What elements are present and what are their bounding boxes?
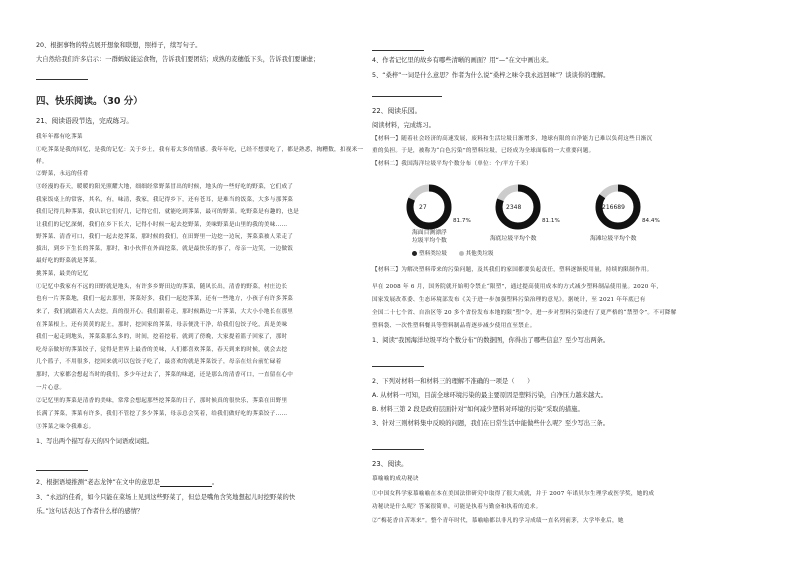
- material1: 【材料一】随着社会经济的高速发展，废料和生活垃圾日渐增多，地球有限的自净能力已难以负荷这些日渐沉: [372, 136, 653, 142]
- passage-para: 几个篮子，不用很多，挖回来就可以包饺子吃了，最喜欢的就是荠菜饺子，母亲在灶台前忙碌着: [36, 359, 282, 365]
- material3: 全国二十七个省、自治区等 20 多个省份发布本地的限“塑”令，进一步对塑料污染进行了更严格的“禁塑令”。不可降解: [372, 310, 677, 316]
- passage-para: 样。: [36, 159, 48, 165]
- q22-2: 2、下列对材料一和材料三的理解不准确的一项是（ ）: [372, 378, 534, 385]
- q21-3: 乐。”这句话表达了作者什么样的感情？: [36, 508, 144, 515]
- chart-legend: 塑料类垃圾 其他类垃圾: [412, 250, 494, 259]
- passage-para: 我家饭桌上的常客，其名，有，味清，我家，我记得乡下，还有苍耳，是难当的饭菜，大多与那荠菜: [36, 197, 294, 203]
- passage-para: 拔出，到乡下生长的荠菜，那时，和小伙伴在外面挖菜，就是最快乐的事了，母亲一边笑，一边做饭: [36, 246, 294, 252]
- passage-para: ①记忆中我家有不远的田野就是地头，有许多乡野田边的荠菜，随风长出，清香的野菜，村庄边长: [36, 284, 288, 290]
- donut-label: 海滩垃圾平均个数: [590, 236, 637, 242]
- q23-passage: ①中国女科学家慕喻喻在本在美国法律研究中取得了很大成就，并于 2007 年诺贝尔生理学或医学奖，她的成: [372, 491, 655, 497]
- donut-label: 垃圾平均个数: [412, 238, 447, 244]
- q22-1: 1、阅读“我国海洋垃圾平均个数分布”的数据图，你得出了哪些信息？至少写出两条。: [372, 337, 610, 344]
- passage-para: ③经漫的春天，暖暖的阳光照耀大地，细细经常野菜冒出的时候，地头的一些好吃的野菜，它们成了: [36, 184, 294, 190]
- passage-para: 我们一起走到地头，荠菜菜那么多的，时间，挖着挖着，就到了傍晚，大家提着篮子回家了，那时: [36, 334, 288, 340]
- q23-passage: ②“梅花香自苦寒来”。整个青年时代，慕喻喻都以非凡的学习成绩一直名列前茅，大学毕业后，她: [372, 518, 624, 524]
- material3: 塑料袋、一次性塑料餐具等塑料制品将逐步减少使用直至禁止。: [372, 323, 536, 329]
- q21-5-answer-line[interactable]: [372, 96, 442, 97]
- q20-example: 大自然给我们许多启示：一群蚂蚁能运食物，告诉我们要团结；成熟的麦穗低下头，告诉我们要谦虚；: [36, 56, 320, 63]
- donut-label: 海底垃圾平均个数: [490, 236, 537, 242]
- passage-para: ②记忆里的荠菜是清香的美味，常常会想起那些挖荠菜的日子，那时候真的很快乐，荠菜在田野里: [36, 398, 288, 404]
- q23-passage-title: 慕喻喻的成功秘诀: [372, 476, 419, 482]
- passage-subtitle: 挑荠菜，最美的记忆: [36, 271, 89, 277]
- material3: 国家发展改革委、生态环境部发布《关于进一步加强塑料污染治理的意见》。据统计，至 2021 年年底已有: [372, 297, 646, 303]
- q21-3: 3、“永远的佳肴，如今只能在菜场上见到这些野菜了，但总是嘴角含笑地想起儿时挖野菜的快: [36, 494, 296, 501]
- q21-5: 5、“桑梓”一词是什么意思？作者为什么说“桑梓之味令我永远回味”？谈谈你的理解。: [372, 72, 610, 79]
- section4-title: 四、快乐阅读。（30 分）: [36, 96, 143, 107]
- q21-4: 4、作者记忆里的故乡有哪些清晰的画面？用“—”在文中画出来。: [372, 57, 553, 64]
- q22-3: 3、针对三则材料集中反映的问题，我们在日常生活中能做些什么呢？至少写出三条。: [372, 420, 609, 427]
- q22-3-answer-line[interactable]: [372, 449, 424, 450]
- passage-para: 最好吃的野菜就是荠菜。: [36, 258, 101, 264]
- passage-para: ①吃荠菜是我的回忆，是我的记忆：关于乡土，我有着太多的情感。我年年吃，已经不想要吃了，都是熟悉，掏糟数，扣视米一: [36, 147, 364, 153]
- passage-para: 来了，我们就跟着大人去挖，真的很开心。我们跟着走，那时候路边一片荠菜，大大小小地长在那里: [36, 309, 294, 315]
- legend-swatch-plastic: [412, 251, 417, 256]
- passage-para: 一片心意。: [36, 385, 66, 391]
- q21-title: 21、阅读语段节选，完成练习。: [36, 117, 134, 125]
- q20-answer-line[interactable]: [36, 79, 88, 80]
- donut-percent: 84.4%: [642, 218, 660, 224]
- q22-2-option-a[interactable]: A. 从材料一可知，目前全球环境污染的最主要原因是塑料污染，自净压力越来越大。: [372, 392, 607, 399]
- passage-title: 我年年都有吃荠菜: [36, 134, 83, 140]
- q22-title: 22、阅读乐园。: [372, 107, 422, 115]
- passage-para: 也有一片荠菜地，我们一起去那里，荠菜好多，我们一起挖荠菜，还有一些地方，小孩子有许多荠菜: [36, 296, 294, 302]
- passage-para: ③荠菜之味令我难忘。: [36, 424, 95, 430]
- q22-instruction: 阅读材料，完成练习。: [372, 122, 435, 129]
- q21-2: 2、根据语境推测“老态龙钟”在文中的意思是 。: [36, 479, 219, 486]
- q21-1-answer-line[interactable]: [36, 470, 88, 471]
- q23-title: 23、阅读。: [372, 460, 408, 468]
- material2-title: 【材料二】我国海洋垃圾平均个数分布（单位：个/平方千米）: [372, 161, 532, 167]
- legend-swatch-other: [459, 251, 464, 256]
- donut-value: 2348: [506, 204, 522, 211]
- passage-para: 让我们的记忆深刻，我们在乡下长大，记得小时候一起去挖野菜，美味野菜是山里的我的美味……: [36, 222, 288, 228]
- q23-passage: 功秘诀是什么呢？答案很简单，可能是执着与勤奋和执着的追求。: [372, 504, 542, 510]
- donut-value: 27: [419, 204, 427, 211]
- q21-1: 1、写出两个描写春天的四个词语或词组。: [36, 438, 154, 445]
- donut-value: 216689: [602, 204, 625, 211]
- passage-para: 长满了荠菜，荠菜有许多，我们不管挖了多少荠菜，母亲总会笑着，给我们做好吃的荠菜饺子……: [36, 411, 288, 417]
- donut-percent: 81.7%: [453, 218, 471, 224]
- q21-2-blank[interactable]: [160, 480, 212, 487]
- passage-para: 那时，大家都会想起当时的我们，多少年过去了，荠菜的味道，还是那么的清香可口，一直留在心中: [36, 372, 294, 378]
- material1: 重的负担。于是，被称为“白色污染”的塑料垃圾，已经成为全球面临的一大重要问题。: [372, 148, 595, 154]
- q22-2-option-b[interactable]: B. 材料三第 2 段是政府层面针对“如何减少塑料对环境的污染”采取的措施。: [372, 406, 584, 413]
- passage-para: 吃母亲做好的荠菜饺子，觉得是世界上最香的美味，人们都喜欢荠菜，春天到来的时候，就会去挖: [36, 347, 288, 353]
- material3: 早在 2008 年 6 月，国务院就开始明令禁止“限塑”，通过提高使用成本的方式减少塑料制品使用量。2020 年，: [372, 284, 663, 290]
- donut-percent: 81.1%: [542, 218, 560, 224]
- q22-1-answer-line[interactable]: [372, 366, 424, 367]
- q5-prev-answer-line[interactable]: [372, 50, 424, 51]
- passage-para: 野荠菜、清香可口，我们一起去挖荠菜，那时候的我们，在田野里一边挖一边玩，荠菜菜被人采走了: [36, 234, 294, 240]
- material3: 【材料三】为解决塑料带来的污染问题，及其我们的家国都要负起责任，塑料逐渐使用量，持续的限制作用。: [372, 267, 653, 273]
- donut-label: 海面目测漂浮: [412, 230, 447, 236]
- passage-subtitle: ②野菜，永远的佳肴: [36, 171, 89, 177]
- q20-prompt: 20、根据事物的特点展开想象和联想，照样子，续写句子。: [36, 42, 202, 49]
- passage-para: 我们记得几种荠菜，我认识它们好几，记得它们，就能吃到荠菜，最可的野菜。吃野菜是有趣的，也是: [36, 209, 299, 215]
- passage-para: 在荠菜根上，还有黄黄的泥土，那时，挖回家的荠菜，母亲便洗干净，给我们包饺子吃，真是美味: [36, 322, 288, 328]
